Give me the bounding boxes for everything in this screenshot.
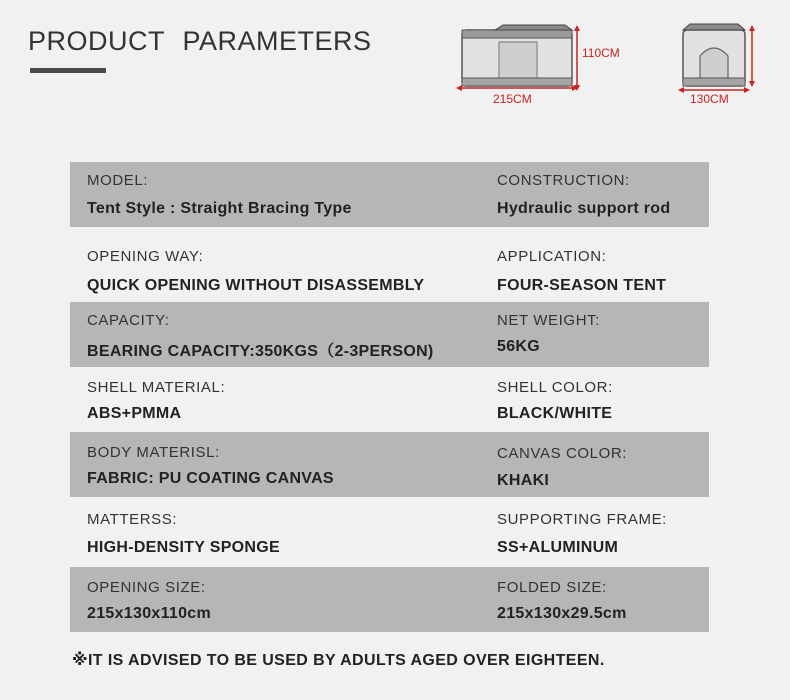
param-row-shell-material	[70, 367, 709, 432]
param-label: BODY MATERISL:	[87, 444, 220, 461]
param-row-body-material	[70, 432, 709, 497]
side-height-label: 110CM	[582, 46, 620, 60]
param-label: CONSTRUCTION:	[497, 172, 630, 189]
page-title: PRODUCT PARAMETERS	[28, 26, 372, 56]
param-label: OPENING WAY:	[87, 248, 204, 265]
param-value: 215x130x110cm	[87, 605, 212, 622]
param-value: FABRIC: PU COATING CANVAS	[87, 470, 334, 487]
param-value: FOUR-SEASON TENT	[497, 277, 667, 294]
param-label: MATTERSS:	[87, 511, 178, 528]
param-row-model	[70, 162, 709, 227]
param-value: ABS+PMMA	[87, 405, 182, 422]
param-label: NET WEIGHT:	[497, 312, 600, 329]
param-label: CAPACITY:	[87, 312, 170, 329]
param-value: 56KG	[497, 338, 540, 355]
param-label: OPENING SIZE:	[87, 579, 206, 596]
param-label: SHELL MATERIAL:	[87, 379, 226, 396]
param-value: QUICK OPENING WITHOUT DISASSEMBLY	[87, 277, 425, 294]
param-label: SHELL COLOR:	[497, 379, 613, 396]
param-value: BEARING CAPACITY:350KGS（2-3PERSON)	[87, 343, 434, 360]
param-row-mattress	[70, 497, 709, 567]
param-value: 215x130x29.5cm	[497, 605, 627, 622]
front-width-label: 130CM	[690, 92, 729, 106]
title-underline	[30, 68, 106, 73]
param-value: SS+ALUMINUM	[497, 539, 619, 556]
param-label: APPLICATION:	[497, 248, 607, 265]
parameters-table	[70, 162, 709, 632]
param-value: Tent Style : Straight Bracing Type	[87, 200, 352, 217]
param-value: KHAKI	[497, 472, 550, 489]
param-value: BLACK/WHITE	[497, 405, 613, 422]
param-row-opening-way	[70, 232, 709, 302]
param-value: Hydraulic support rod	[497, 200, 671, 217]
param-label: FOLDED SIZE:	[497, 579, 607, 596]
side-width-label: 215CM	[493, 92, 532, 106]
param-label: CANVAS COLOR:	[497, 445, 628, 462]
tent-side-view-diagram	[455, 22, 635, 112]
param-row-capacity	[70, 302, 709, 367]
param-value: HIGH-DENSITY SPONGE	[87, 539, 280, 556]
age-advisory-note: ※IT IS ADVISED TO BE USED BY ADULTS AGED OVER EIGHTEEN.	[72, 652, 605, 669]
param-label: SUPPORTING FRAME:	[497, 511, 667, 528]
param-label: MODEL:	[87, 172, 149, 189]
param-row-size	[70, 567, 709, 632]
